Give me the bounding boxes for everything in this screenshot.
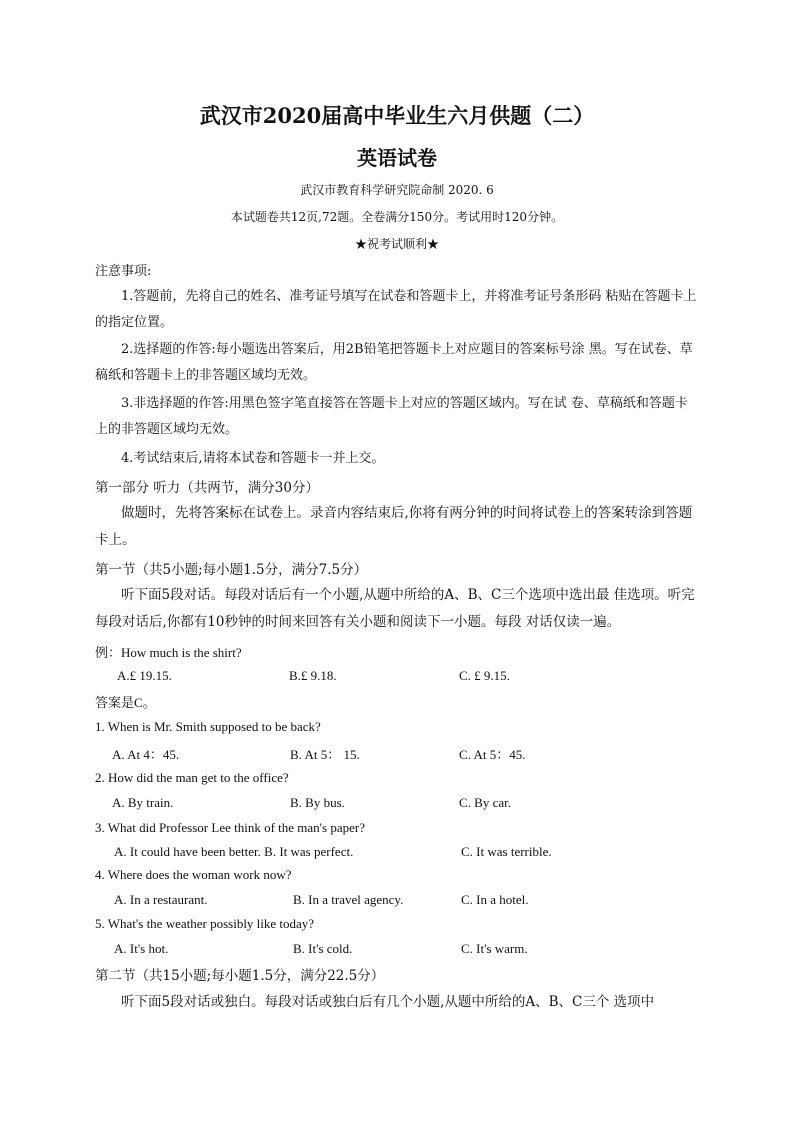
question-option-b: B. In a travel agency. <box>293 892 404 907</box>
notes-heading: 注意事项: <box>95 264 152 279</box>
note-item: 1.答题前，先将自己的姓名、准考证号填写在试卷和答题卡上，并将准考证号条形码 粘贴在答题卡上的指定位置。 <box>95 289 697 330</box>
note-item: 3.非选择题的作答:用黑色签字笔直接答在答题卡上对应的答题区域内。写在试 卷、草稿纸和答题卡上的非答题区域均无效。 <box>95 396 688 437</box>
example-option-a: A.£ 19.15. <box>117 668 172 683</box>
question-stem: 5. What's the weather possibly like today? <box>95 916 315 931</box>
question-stem: 1. When is Mr. Smith supposed to be back? <box>95 719 321 734</box>
question-option-c: C. It's warm. <box>461 941 528 956</box>
question-option-b: B. At 5： 15. <box>290 747 360 762</box>
question-option-a-b: A. It could have been better. B. It was perfect. <box>114 844 354 859</box>
question-stem: 4. Where does the woman work now? <box>95 867 292 882</box>
exam-info: 本试题卷共12页,72题。全卷满分150分。考试用时120分钟。 <box>230 210 564 224</box>
question-option-a: A. By train. <box>112 795 174 810</box>
question-option-c: C. In a hotel. <box>461 892 529 907</box>
question-option-a: A. It's hot. <box>114 941 169 956</box>
question-option-c: C. At 5：45. <box>459 747 526 762</box>
question-stem: 2. How did the man get to the office? <box>95 770 289 785</box>
note-item: 2.选择题的作答:每小题选出答案后，用2B铅笔把答题卡上对应题目的答案标号涂 黑。写在试卷、草稿纸和答题卡上的非答题区域均无效。 <box>95 342 693 383</box>
section1-instruction: 听下面5段对话。每段对话后有一个小题,从题中所给的A、B、C三个选项中选出最 佳选项。听完每段对话后,你都有10秒钟的时间来回答有关小题和阅读下一小题。每段 对话仅读一遍。 <box>95 587 695 630</box>
question-option-b: B. By bus. <box>290 795 345 810</box>
good-luck-line: ★祝考试顺利★ <box>354 237 439 251</box>
note-item: 4.考试结束后,请将本试卷和答题卡一并上交。 <box>121 451 385 466</box>
example-question: 例：How much is the shirt? <box>95 645 242 660</box>
question-option-c: C. By car. <box>459 795 511 810</box>
page-subtitle: 英语试卷 <box>357 146 437 170</box>
question-option-b: B. It's cold. <box>293 941 353 956</box>
question-option-a: A. At 4：45. <box>112 747 180 762</box>
section2-instruction: 听下面5段对话或独白。每段对话或独白后有几个小题,从题中所给的A、B、C三个 选项中 <box>121 994 655 1010</box>
question-option-a: A. In a restaurant. <box>114 892 208 907</box>
page-title: 武汉市2020届高中毕业生六月供题（二） <box>199 103 595 128</box>
issuer-line: 武汉市教育科学研究院命制 2020. 6 <box>300 183 494 197</box>
section1-heading: 第一节（共5小题;每小题1.5分，满分7.5分） <box>95 562 368 578</box>
part1-instruction: 做题时，先将答案标在试卷上。录音内容结束后,你将有两分钟的时间将试卷上的答案转涂到答题卡上。 <box>95 505 693 548</box>
example-option-b: B.£ 9.18. <box>289 668 337 683</box>
section2-heading: 第二节（共15小题;每小题1.5分，满分22.5分） <box>95 968 385 984</box>
question-option-c: C. It was terrible. <box>461 844 552 859</box>
part1-heading: 第一部分 听力（共两节，满分30分） <box>95 480 319 496</box>
example-answer: 答案是C。 <box>95 695 156 710</box>
question-stem: 3. What did Professor Lee think of the man's paper? <box>95 820 365 835</box>
example-option-c: C. £ 9.15. <box>459 668 510 683</box>
